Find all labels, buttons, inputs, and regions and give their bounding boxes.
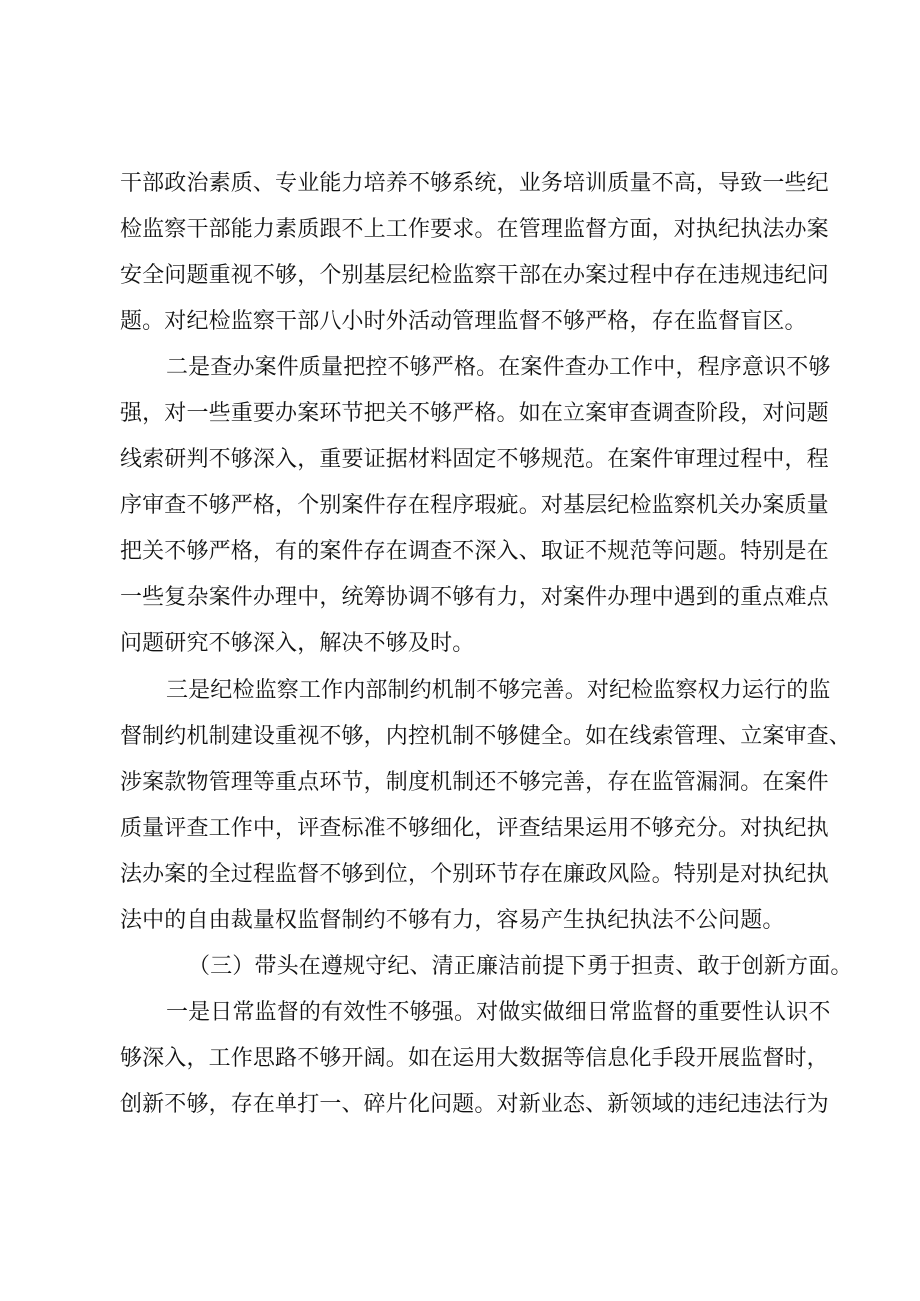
body-text-line: 线索研判不够深入，重要证据材料固定不够规范。在案件审理过程中，程 (120, 447, 829, 472)
body-text-line: 问题研究不够深入，解决不够及时。 (120, 631, 475, 656)
body-text-line: 创新不够，存在单打一、碎片化问题。对新业态、新领域的违纪违法行为 (120, 1092, 829, 1117)
body-text-line: 序审查不够严格，个别案件存在程序瑕疵。对基层纪检监察机关办案质量 (120, 493, 829, 518)
paragraph-first-line: 一是日常监督的有效性不够强。对做实做细日常监督的重要性认识不 (166, 1000, 831, 1025)
body-text-line: 强，对一些重要办案环节把关不够严格。如在立案审查调查阶段，对问题 (120, 401, 829, 426)
body-text-line: 一些复杂案件办理中，统筹协调不够有力，对案件办理中遇到的重点难点 (120, 585, 829, 610)
body-text-line: 检监察干部能力素质跟不上工作要求。在管理监督方面，对执纪执法办案 (120, 217, 829, 242)
body-text-line: 干部政治素质、专业能力培养不够系统，业务培训质量不高，导致一些纪 (120, 171, 829, 196)
body-text-line: 法办案的全过程监督不够到位，个别环节存在廉政风险。特别是对执纪执 (120, 862, 829, 887)
body-text-line: 把关不够严格，有的案件存在调查不深入、取证不规范等问题。特别是在 (120, 539, 829, 564)
body-text-line: 督制约机制建设重视不够，内控机制不够健全。如在线索管理、立案审查、 (120, 724, 851, 749)
body-text-line: 题。对纪检监察干部八小时外活动管理监督不够严格，存在监督盲区。 (120, 309, 807, 334)
paragraph-first-line: 三是纪检监察工作内部制约机制不够完善。对纪检监察权力运行的监 (166, 678, 831, 703)
body-text-line: 够深入，工作思路不够开阔。如在运用大数据等信息化手段开展监督时， (120, 1046, 829, 1071)
body-text-line: 安全问题重视不够，个别基层纪检监察干部在办案过程中存在违规违纪问 (120, 263, 829, 288)
body-text-line: 涉案款物管理等重点环节，制度机制还不够完善，存在监管漏洞。在案件 (120, 770, 829, 795)
paragraph-first-line: 二是查办案件质量把控不够严格。在案件查办工作中，程序意识不够 (166, 355, 831, 380)
section-heading: （三）带头在遵规守纪、清正廉洁前提下勇于担责、敢于创新方面。 (188, 954, 853, 979)
body-text-line: 质量评查工作中，评查标准不够细化，评查结果运用不够充分。对执纪执 (120, 816, 829, 841)
body-text-line: 法中的自由裁量权监督制约不够有力，容易产生执纪执法不公问题。 (120, 908, 785, 933)
